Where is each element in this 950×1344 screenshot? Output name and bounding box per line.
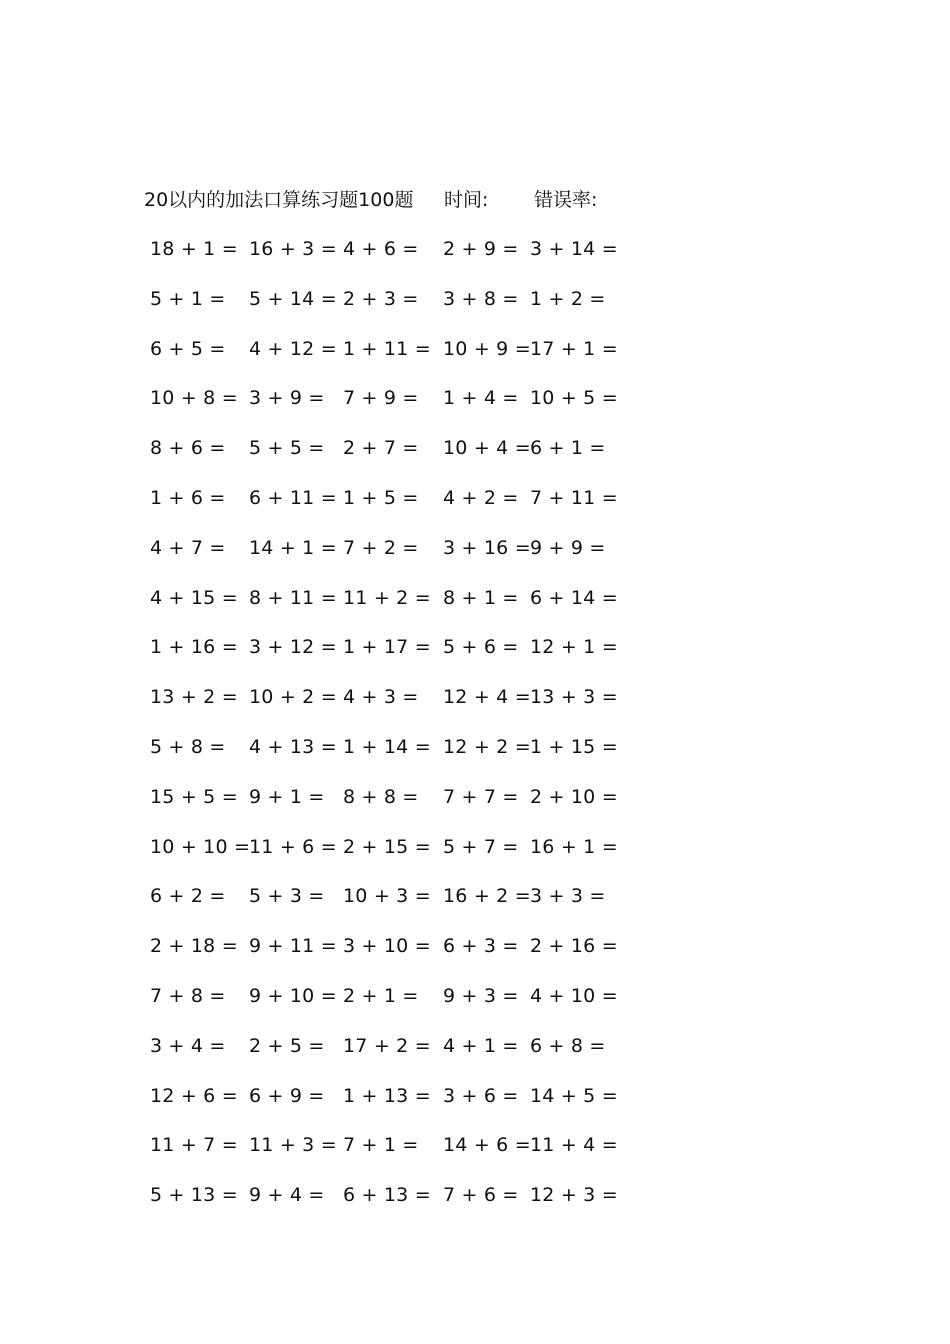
problem-item: 6 + 3 = (443, 935, 519, 957)
problem-item: 2 + 15 = (343, 836, 431, 858)
problem-item: 2 + 1 = (343, 985, 419, 1007)
problem-item: 12 + 6 = (150, 1085, 238, 1107)
problem-item: 11 + 2 = (343, 587, 431, 609)
problem-item: 1 + 6 = (150, 487, 226, 509)
problem-item: 3 + 9 = (249, 387, 325, 409)
problem-item: 2 + 18 = (150, 935, 238, 957)
problem-item: 18 + 1 = (150, 238, 238, 260)
problem-item: 8 + 1 = (443, 587, 519, 609)
problem-item: 10 + 3 = (343, 885, 431, 907)
problem-item: 5 + 3 = (249, 885, 325, 907)
problem-item: 14 + 1 = (249, 537, 337, 559)
problem-item: 13 + 3 = (530, 686, 618, 708)
problem-item: 7 + 7 = (443, 786, 519, 808)
problem-item: 5 + 1 = (150, 288, 226, 310)
problem-item: 5 + 13 = (150, 1184, 238, 1206)
problem-item: 4 + 6 = (343, 238, 419, 260)
problem-item: 2 + 7 = (343, 437, 419, 459)
problem-item: 12 + 3 = (530, 1184, 618, 1206)
worksheet-title: 20以内的加法口算练习题100题 (144, 189, 414, 211)
problem-item: 1 + 11 = (343, 338, 431, 360)
problem-item: 15 + 5 = (150, 786, 238, 808)
problem-item: 4 + 13 = (249, 736, 337, 758)
problem-item: 1 + 16 = (150, 636, 238, 658)
problem-item: 6 + 5 = (150, 338, 226, 360)
problem-item: 6 + 13 = (343, 1184, 431, 1206)
problem-item: 1 + 13 = (343, 1085, 431, 1107)
problem-item: 11 + 4 = (530, 1134, 618, 1156)
problem-item: 4 + 1 = (443, 1035, 519, 1057)
problem-item: 7 + 6 = (443, 1184, 519, 1206)
problem-item: 6 + 1 = (530, 437, 606, 459)
time-label: 时间: (444, 189, 489, 211)
problem-item: 4 + 3 = (343, 686, 419, 708)
problem-item: 3 + 12 = (249, 636, 337, 658)
problem-item: 2 + 16 = (530, 935, 618, 957)
problem-item: 1 + 2 = (530, 288, 606, 310)
problem-item: 6 + 8 = (530, 1035, 606, 1057)
problem-item: 5 + 7 = (443, 836, 519, 858)
problem-item: 10 + 4 = (443, 437, 531, 459)
problem-item: 8 + 6 = (150, 437, 226, 459)
problem-item: 9 + 4 = (249, 1184, 325, 1206)
problem-item: 14 + 5 = (530, 1085, 618, 1107)
problem-item: 9 + 10 = (249, 985, 337, 1007)
problem-item: 10 + 2 = (249, 686, 337, 708)
error-rate-label: 错误率: (534, 189, 598, 211)
problem-item: 13 + 2 = (150, 686, 238, 708)
problem-item: 4 + 2 = (443, 487, 519, 509)
problem-item: 1 + 5 = (343, 487, 419, 509)
problem-item: 10 + 10 = (150, 836, 251, 858)
problem-item: 17 + 1 = (530, 338, 618, 360)
problem-item: 16 + 1 = (530, 836, 618, 858)
problem-item: 6 + 11 = (249, 487, 337, 509)
problem-item: 3 + 3 = (530, 885, 606, 907)
problem-item: 6 + 9 = (249, 1085, 325, 1107)
problem-item: 6 + 14 = (530, 587, 618, 609)
problem-item: 1 + 14 = (343, 736, 431, 758)
problem-item: 7 + 9 = (343, 387, 419, 409)
problem-item: 10 + 8 = (150, 387, 238, 409)
problem-item: 8 + 8 = (343, 786, 419, 808)
problem-item: 12 + 1 = (530, 636, 618, 658)
problem-item: 9 + 1 = (249, 786, 325, 808)
problem-item: 17 + 2 = (343, 1035, 431, 1057)
problem-item: 10 + 9 = (443, 338, 531, 360)
problem-item: 14 + 6 = (443, 1134, 531, 1156)
problem-item: 3 + 8 = (443, 288, 519, 310)
problem-item: 4 + 7 = (150, 537, 226, 559)
problem-item: 11 + 7 = (150, 1134, 238, 1156)
problem-item: 7 + 1 = (343, 1134, 419, 1156)
problem-item: 1 + 17 = (343, 636, 431, 658)
problem-item: 16 + 2 = (443, 885, 531, 907)
problem-item: 4 + 10 = (530, 985, 618, 1007)
problem-item: 5 + 5 = (249, 437, 325, 459)
problem-item: 10 + 5 = (530, 387, 618, 409)
problem-item: 3 + 6 = (443, 1085, 519, 1107)
problem-item: 5 + 8 = (150, 736, 226, 758)
problem-item: 4 + 15 = (150, 587, 238, 609)
problem-item: 8 + 11 = (249, 587, 337, 609)
problem-item: 7 + 8 = (150, 985, 226, 1007)
problem-item: 2 + 5 = (249, 1035, 325, 1057)
problem-item: 5 + 14 = (249, 288, 337, 310)
problem-item: 2 + 10 = (530, 786, 618, 808)
problem-item: 1 + 15 = (530, 736, 618, 758)
problem-item: 16 + 3 = (249, 238, 337, 260)
problem-item: 2 + 9 = (443, 238, 519, 260)
problem-item: 3 + 16 = (443, 537, 531, 559)
problem-item: 11 + 6 = (249, 836, 337, 858)
problem-item: 11 + 3 = (249, 1134, 337, 1156)
problem-item: 7 + 11 = (530, 487, 618, 509)
problem-item: 4 + 12 = (249, 338, 337, 360)
problem-item: 1 + 4 = (443, 387, 519, 409)
problem-item: 7 + 2 = (343, 537, 419, 559)
problem-item: 9 + 3 = (443, 985, 519, 1007)
problem-item: 9 + 11 = (249, 935, 337, 957)
problem-item: 5 + 6 = (443, 636, 519, 658)
problem-item: 3 + 10 = (343, 935, 431, 957)
problem-item: 12 + 2 = (443, 736, 531, 758)
problem-item: 9 + 9 = (530, 537, 606, 559)
problem-item: 3 + 4 = (150, 1035, 226, 1057)
problem-item: 6 + 2 = (150, 885, 226, 907)
problem-item: 3 + 14 = (530, 238, 618, 260)
problem-item: 2 + 3 = (343, 288, 419, 310)
problem-item: 12 + 4 = (443, 686, 531, 708)
